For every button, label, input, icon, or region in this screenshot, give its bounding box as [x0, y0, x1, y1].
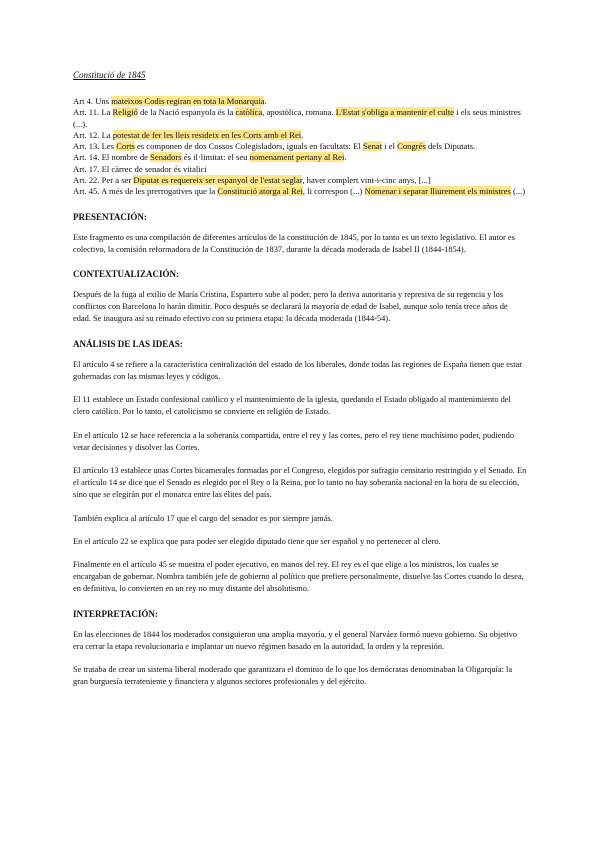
article-text: Art. 45. A més de les prerrogatives que la — [73, 186, 218, 197]
article-line — [73, 164, 527, 175]
highlighted-text: Senadors — [150, 152, 182, 163]
article-text: Art. 11. La — [73, 107, 113, 118]
article-text: Art. 17. El càrrec de senador és vitalici — [73, 163, 207, 174]
article-text: . — [264, 96, 267, 106]
article-text: es componen de dos Cossos Colegisladors, iguals en facultats: El — [134, 141, 364, 152]
article-text: , haver complert vint-i-cinc anys, [...] — [302, 175, 431, 186]
document-title: Constitució de 1845 — [73, 70, 146, 80]
article-text: . — [344, 152, 347, 163]
article-line — [73, 96, 527, 107]
highlighted-text: Congrés — [397, 141, 426, 152]
article-text: i el — [382, 141, 398, 152]
article-text: , li correspon (...) — [302, 186, 365, 197]
articles-block — [73, 96, 527, 198]
highlighted-text: Nomenar i separar lliurement els ministres — [364, 186, 511, 197]
highlighted-text: potestat de fer les lleis resideix en les Corts amb el Rei — [112, 129, 302, 140]
section-paragraph: Finalmente en el artículo 45 se muestra el poder ejecutivo, en manos del rey. El rey es el que elige a los ministros, los cuales se encargaban de gobernar. Nombra también jefe de gobierno al político que prefiere personalmente, disuelve las Cortes cuando lo desea, en definitiva, lo convierten en un rey no muy distante del absolutismo. — [73, 559, 524, 594]
highlighted-text: mateixos Codis regiran en tota la Monarquia — [111, 96, 265, 106]
article-line — [73, 130, 527, 141]
article-line — [73, 107, 527, 130]
article-text: és il·limitat: el seu — [181, 152, 250, 163]
article-text: dels Diputats. — [425, 141, 476, 152]
highlighted-text: nomenament pertany al Rei — [249, 152, 345, 163]
article-text: (...) — [510, 186, 526, 197]
article-text: , apostòlica, romana. — [262, 107, 336, 118]
article-line — [73, 186, 527, 197]
article-text: Art. 13. Les — [73, 141, 117, 152]
section-paragraph: El artículo 4 se refiere a la característica centralización del estado de los liberales, donde todas las regiones de España tienen que estar gobernadas con las mismas leyes y códigos. — [73, 359, 523, 381]
article-text: . — [301, 129, 304, 140]
article-text: Art. 12. La — [73, 129, 113, 140]
highlighted-text: Diputat es requereix ser espanyol de l'estat seglar — [133, 175, 303, 186]
section-paragraph: También explica al artículo 17 que el cargo del senador es por siempre jamás. — [73, 513, 333, 523]
section-heading: ANÁLISIS DE LAS IDEAS: — [73, 338, 183, 349]
section-heading: PRESENTACIÓN: — [73, 211, 147, 222]
article-text: i els seus ministres (...). — [73, 107, 521, 129]
article-text: de la Nació espanyola és la — [137, 107, 236, 118]
section-paragraph: Después de la fuga al exilio de María Cristina, Espartero sube al poder, pero la deriva autoritaria y represiva de su regencia y los conflictos con Barcelona lo harán dimitir. Poco después se declarará la mayoría de edad de Isabel, aunque solo tenía trece años de edad. Se inaugura así su reinado efectivo con su primera etapa: la década moderada (1844-54). — [73, 290, 508, 324]
section-paragraph: El 11 establece un Estado confesional católico y el mantenimiento de la iglesia, quedando el Estado obligado al mantenimiento del clero católico. Por lo tanto, el catolicismo se convierte en religión de Estado. — [73, 395, 511, 417]
article-text: Art. 14. El nombre de — [73, 152, 151, 163]
highlighted-text: Senat — [363, 141, 383, 152]
sections-block — [73, 212, 527, 689]
highlighted-text: Constitució atorga al Rei — [217, 186, 303, 197]
section-paragraph: En el artículo 22 se explica que para poder ser elegido diputado tiene que ser español y no pertenecer al clero. — [73, 536, 441, 546]
section-paragraph: Este fragmento es una compilación de diferentes artículos de la constitución de 1845, por lo tanto es un texto legislativo. El autor es colectivo, la comisión reformadora de la Constitución de 1837, durante la década moderada de Isabel II (1844-1854). — [73, 232, 515, 254]
highlighted-text: catòlica — [235, 107, 263, 118]
section-heading: INTERPRETACIÓN: — [73, 608, 158, 619]
highlighted-text: L'Estat s'obliga a mantenir el culte — [335, 107, 455, 118]
section-paragraph: Se trataba de crear un sistema liberal moderado que garantizara el dominio de lo que los demócratas denominaban la Oligarquía: la gran burguesía terrateniente y financiera y algunos sectores profesionales y del ejército. — [73, 664, 513, 687]
document-page — [73, 70, 527, 699]
article-line — [73, 175, 527, 186]
section-heading: CONTEXTUALIZACIÓN: — [73, 269, 180, 280]
article-line — [73, 141, 527, 152]
section-paragraph: El artículo 13 establece unas Cortes bicamerales formadas por el Congreso, elegidos por sufragio censitario restringido y el Senado. En el artículo 14 se dice que el Senado es elegido por el Rey o la Reina, por lo tanto no hay soberanía nacional en la hora de su elección, sino que se elegirán por el monarca entre las élites del país. — [73, 465, 527, 500]
section-paragraph: En el artículo 12 se hace referencia a la soberanía compartida, entre el rey y las cortes, pero el rey tiene muchísimo poder, pudiendo vetar decisiones y disolver las Cortes. — [73, 430, 515, 452]
article-line — [73, 152, 527, 163]
highlighted-text: Religió — [112, 107, 138, 118]
article-text: Art 4. Uns — [73, 96, 112, 106]
section-paragraph: En las elecciones de 1844 los moderados consiguieron una amplia mayoría, y el general Narváez formó nuevo gobierno. Su objetivo era cerrar la etapa revolucionaria e implantar un nuevo régimen basado en la autoridad, la orden y la represión. — [73, 629, 517, 651]
article-text: Art. 22. Per a ser — [73, 175, 134, 186]
highlighted-text: Corts — [116, 141, 135, 152]
